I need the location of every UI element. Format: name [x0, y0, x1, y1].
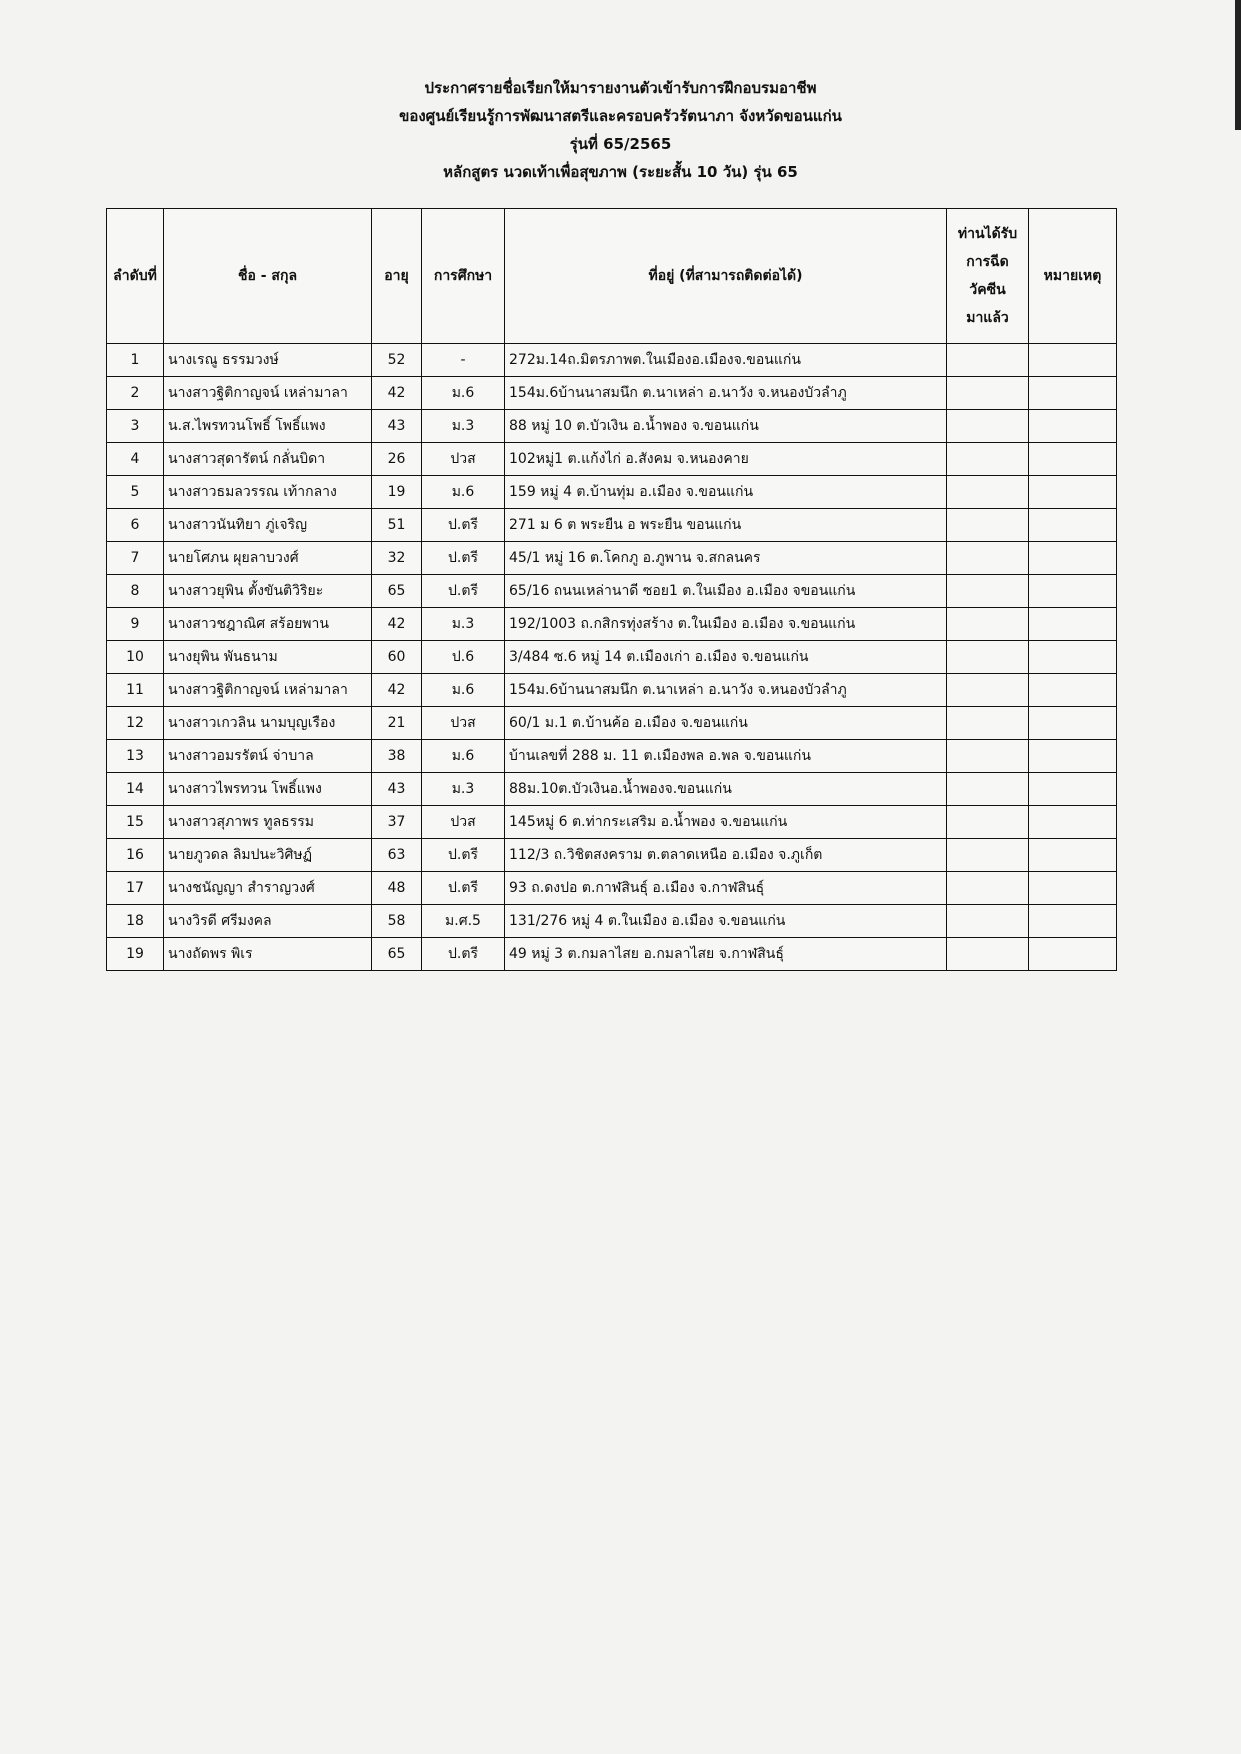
remarks-cell: [1029, 773, 1117, 806]
vaccinated-cell: [947, 674, 1029, 707]
row-number-cell: 7: [107, 542, 164, 575]
age-cell: 51: [372, 509, 422, 542]
table-row: [107, 773, 1117, 806]
name-cell: น.ส.ไพรทวนโพธิ์ โพธิ์แพง: [164, 410, 372, 443]
address-cell: 159 หมู่ 4 ต.บ้านทุ่ม อ.เมือง จ.ขอนแก่น: [505, 476, 947, 509]
vaccinated-cell: [947, 509, 1029, 542]
age-cell: 42: [372, 608, 422, 641]
course-title: หลักสูตร นวดเท้าเพื่อสุขภาพ (ระยะสั้น 10 วัน) รุ่น 65: [443, 163, 798, 181]
table-row: [107, 938, 1117, 971]
table-row: [107, 476, 1117, 509]
vaccinated-cell: [947, 707, 1029, 740]
remarks-cell: [1029, 476, 1117, 509]
address-cell: 88ม.10ต.บัวเงินอ.น้ำพองจ.ขอนแก่น: [505, 773, 947, 806]
col-header-vaccinated-line4: มาแล้ว: [966, 310, 1009, 326]
name-cell: นางสาวฐิติกาญจน์ เหล่ามาลา: [164, 674, 372, 707]
remarks-cell: [1029, 806, 1117, 839]
education-cell: ป.6: [422, 641, 505, 674]
age-cell: 43: [372, 410, 422, 443]
remarks-cell: [1029, 608, 1117, 641]
row-number-cell: 4: [107, 443, 164, 476]
table-row: [107, 608, 1117, 641]
age-cell: 58: [372, 905, 422, 938]
remarks-cell: [1029, 575, 1117, 608]
age-cell: 65: [372, 938, 422, 971]
remarks-cell: [1029, 740, 1117, 773]
name-cell: นางสาวนันทิยา ภู่เจริญ: [164, 509, 372, 542]
row-number-cell: 11: [107, 674, 164, 707]
name-cell: นางสาวธมลวรรณ เท้ากลาง: [164, 476, 372, 509]
education-cell: ป.ตรี: [422, 839, 505, 872]
name-cell: นางสาวไพรทวน โพธิ์แพง: [164, 773, 372, 806]
name-cell: นางสาวอมรรัตน์ จ่าบาล: [164, 740, 372, 773]
address-cell: 88 หมู่ 10 ต.บัวเงิน อ.น้ำพอง จ.ขอนแก่น: [505, 410, 947, 443]
vaccinated-cell: [947, 542, 1029, 575]
name-cell: นางถัดพร พิเร: [164, 938, 372, 971]
col-header-vaccinated-line3: วัคซีน: [969, 282, 1006, 298]
address-cell: 3/484 ซ.6 หมู่ 14 ต.เมืองเก่า อ.เมือง จ.ขอนแก่น: [505, 641, 947, 674]
education-cell: ม.ศ.5: [422, 905, 505, 938]
education-cell: ม.3: [422, 608, 505, 641]
col-header-vaccinated-line2: การฉีด: [966, 254, 1009, 270]
col-header-name: ชื่อ - สกุล: [164, 209, 372, 344]
vaccinated-cell: [947, 740, 1029, 773]
remarks-cell: [1029, 905, 1117, 938]
vaccinated-cell: [947, 476, 1029, 509]
table-row: [107, 806, 1117, 839]
education-cell: ม.6: [422, 674, 505, 707]
address-cell: 145หมู่ 6 ต.ท่ากระเสริม อ.น้ำพอง จ.ขอนแก่น: [505, 806, 947, 839]
table-header-row: [107, 209, 1117, 344]
table-row: [107, 377, 1117, 410]
education-cell: ป.ตรี: [422, 872, 505, 905]
row-number-cell: 5: [107, 476, 164, 509]
education-cell: ม.3: [422, 773, 505, 806]
table-row: [107, 575, 1117, 608]
table-row: [107, 674, 1117, 707]
row-number-cell: 17: [107, 872, 164, 905]
education-cell: ปวส: [422, 443, 505, 476]
remarks-cell: [1029, 641, 1117, 674]
table-row: [107, 443, 1117, 476]
address-cell: 112/3 ถ.วิชิตสงคราม ต.ตลาดเหนือ อ.เมือง จ.ภูเก็ต: [505, 839, 947, 872]
row-number-cell: 3: [107, 410, 164, 443]
row-number-cell: 2: [107, 377, 164, 410]
participant-table: [106, 208, 1117, 971]
vaccinated-cell: [947, 806, 1029, 839]
address-cell: 102หมู่1 ต.แก้งไก่ อ.สังคม จ.หนองคาย: [505, 443, 947, 476]
remarks-cell: [1029, 410, 1117, 443]
name-cell: นางชนัญญา สำราญวงศ์: [164, 872, 372, 905]
remarks-cell: [1029, 674, 1117, 707]
age-cell: 19: [372, 476, 422, 509]
age-cell: 48: [372, 872, 422, 905]
address-cell: 154ม.6บ้านนาสมนึก ต.นาเหล่า อ.นาวัง จ.หนองบัวลำภู: [505, 674, 947, 707]
remarks-cell: [1029, 509, 1117, 542]
address-cell: บ้านเลขที่ 288 ม. 11 ต.เมืองพล อ.พล จ.ขอนแก่น: [505, 740, 947, 773]
age-cell: 32: [372, 542, 422, 575]
table-row: [107, 410, 1117, 443]
vaccinated-cell: [947, 641, 1029, 674]
remarks-cell: [1029, 872, 1117, 905]
row-number-cell: 15: [107, 806, 164, 839]
age-cell: 42: [372, 377, 422, 410]
age-cell: 21: [372, 707, 422, 740]
address-cell: 272ม.14ถ.มิตรภาพต.ในเมืองอ.เมืองจ.ขอนแก่น: [505, 344, 947, 377]
age-cell: 42: [372, 674, 422, 707]
address-cell: 131/276 หมู่ 4 ต.ในเมือง อ.เมือง จ.ขอนแก่น: [505, 905, 947, 938]
education-cell: ม.6: [422, 740, 505, 773]
vaccinated-cell: [947, 443, 1029, 476]
remarks-cell: [1029, 443, 1117, 476]
remarks-cell: [1029, 377, 1117, 410]
age-cell: 26: [372, 443, 422, 476]
vaccinated-cell: [947, 905, 1029, 938]
row-number-cell: 6: [107, 509, 164, 542]
education-cell: -: [422, 344, 505, 377]
row-number-cell: 18: [107, 905, 164, 938]
name-cell: นางเรณู ธรรมวงษ์: [164, 344, 372, 377]
table-row: [107, 509, 1117, 542]
table-row: [107, 839, 1117, 872]
row-number-cell: 8: [107, 575, 164, 608]
document-header: [0, 74, 1241, 186]
name-cell: นายภูวดล ลิมปนะวิศิษฏ์: [164, 839, 372, 872]
address-cell: 65/16 ถนนเหล่านาดี ซอย1 ต.ในเมือง อ.เมือง จขอนแก่น: [505, 575, 947, 608]
vaccinated-cell: [947, 938, 1029, 971]
table-row: [107, 905, 1117, 938]
name-cell: นางวิรดี ศรีมงคล: [164, 905, 372, 938]
col-header-number: ลำดับที่: [107, 209, 164, 344]
education-cell: ม.6: [422, 476, 505, 509]
row-number-cell: 10: [107, 641, 164, 674]
age-cell: 60: [372, 641, 422, 674]
age-cell: 63: [372, 839, 422, 872]
col-header-vaccinated-line1: ท่านได้รับ: [957, 226, 1018, 242]
vaccinated-cell: [947, 377, 1029, 410]
table-row: [107, 740, 1117, 773]
education-cell: ป.ตรี: [422, 938, 505, 971]
table-row: [107, 344, 1117, 377]
address-cell: 45/1 หมู่ 16 ต.โคกภู อ.ภูพาน จ.สกลนคร: [505, 542, 947, 575]
name-cell: นางสาวชฎาณิศ สร้อยพาน: [164, 608, 372, 641]
vaccinated-cell: [947, 872, 1029, 905]
address-cell: 93 ถ.ดงปอ ต.กาฬสินธุ์ อ.เมือง จ.กาฬสินธุ์: [505, 872, 947, 905]
name-cell: นางยุพิน พันธนาม: [164, 641, 372, 674]
table-row: [107, 641, 1117, 674]
address-cell: 271 ม 6 ต พระยืน อ พระยืน ขอนแก่น: [505, 509, 947, 542]
age-cell: 43: [372, 773, 422, 806]
col-header-age: อายุ: [372, 209, 422, 344]
row-number-cell: 12: [107, 707, 164, 740]
table-row: [107, 707, 1117, 740]
row-number-cell: 16: [107, 839, 164, 872]
col-header-address: ที่อยู่ (ที่สามารถติดต่อได้): [505, 209, 947, 344]
education-cell: ป.ตรี: [422, 575, 505, 608]
col-header-vaccinated: [947, 209, 1029, 344]
name-cell: นางสาวยุพิน ตั้งขันติวิริยะ: [164, 575, 372, 608]
announcement-title: ประกาศรายชื่อเรียกให้มารายงานตัวเข้ารับการฝึกอบรมอาชีพ: [424, 79, 817, 97]
remarks-cell: [1029, 938, 1117, 971]
table-row: [107, 872, 1117, 905]
name-cell: นายโศภน ผุยลาบวงศ์: [164, 542, 372, 575]
remarks-cell: [1029, 542, 1117, 575]
name-cell: นางสาวสุภาพร ทูลธรรม: [164, 806, 372, 839]
education-cell: ปวส: [422, 707, 505, 740]
row-number-cell: 1: [107, 344, 164, 377]
remarks-cell: [1029, 707, 1117, 740]
name-cell: นางสาวฐิติกาญจน์ เหล่ามาลา: [164, 377, 372, 410]
row-number-cell: 14: [107, 773, 164, 806]
education-cell: ป.ตรี: [422, 509, 505, 542]
name-cell: นางสาวสุดารัตน์ กลั่นบิดา: [164, 443, 372, 476]
table-row: [107, 542, 1117, 575]
education-cell: ป.ตรี: [422, 542, 505, 575]
vaccinated-cell: [947, 410, 1029, 443]
col-header-remarks: หมายเหตุ: [1029, 209, 1117, 344]
row-number-cell: 9: [107, 608, 164, 641]
address-cell: 60/1 ม.1 ต.บ้านค้อ อ.เมือง จ.ขอนแก่น: [505, 707, 947, 740]
vaccinated-cell: [947, 575, 1029, 608]
age-cell: 38: [372, 740, 422, 773]
vaccinated-cell: [947, 608, 1029, 641]
row-number-cell: 13: [107, 740, 164, 773]
col-header-education: การศึกษา: [422, 209, 505, 344]
education-cell: ปวส: [422, 806, 505, 839]
vaccinated-cell: [947, 839, 1029, 872]
vaccinated-cell: [947, 773, 1029, 806]
center-name: ของศูนย์เรียนรู้การพัฒนาสตรีและครอบครัวรัตนาภา จังหวัดขอนแก่น: [399, 107, 842, 125]
education-cell: ม.3: [422, 410, 505, 443]
age-cell: 52: [372, 344, 422, 377]
age-cell: 65: [372, 575, 422, 608]
row-number-cell: 19: [107, 938, 164, 971]
table-body: [107, 344, 1117, 971]
remarks-cell: [1029, 344, 1117, 377]
education-cell: ม.6: [422, 377, 505, 410]
batch-number: รุ่นที่ 65/2565: [569, 135, 672, 153]
address-cell: 49 หมู่ 3 ต.กมลาไสย อ.กมลาไสย จ.กาฬสินธุ์: [505, 938, 947, 971]
vaccinated-cell: [947, 344, 1029, 377]
address-cell: 192/1003 ถ.กสิกรทุ่งสร้าง ต.ในเมือง อ.เมือง จ.ขอนแก่น: [505, 608, 947, 641]
remarks-cell: [1029, 839, 1117, 872]
address-cell: 154ม.6บ้านนาสมนึก ต.นาเหล่า อ.นาวัง จ.หนองบัวลำภู: [505, 377, 947, 410]
age-cell: 37: [372, 806, 422, 839]
name-cell: นางสาวเกวลิน นามบุญเรือง: [164, 707, 372, 740]
